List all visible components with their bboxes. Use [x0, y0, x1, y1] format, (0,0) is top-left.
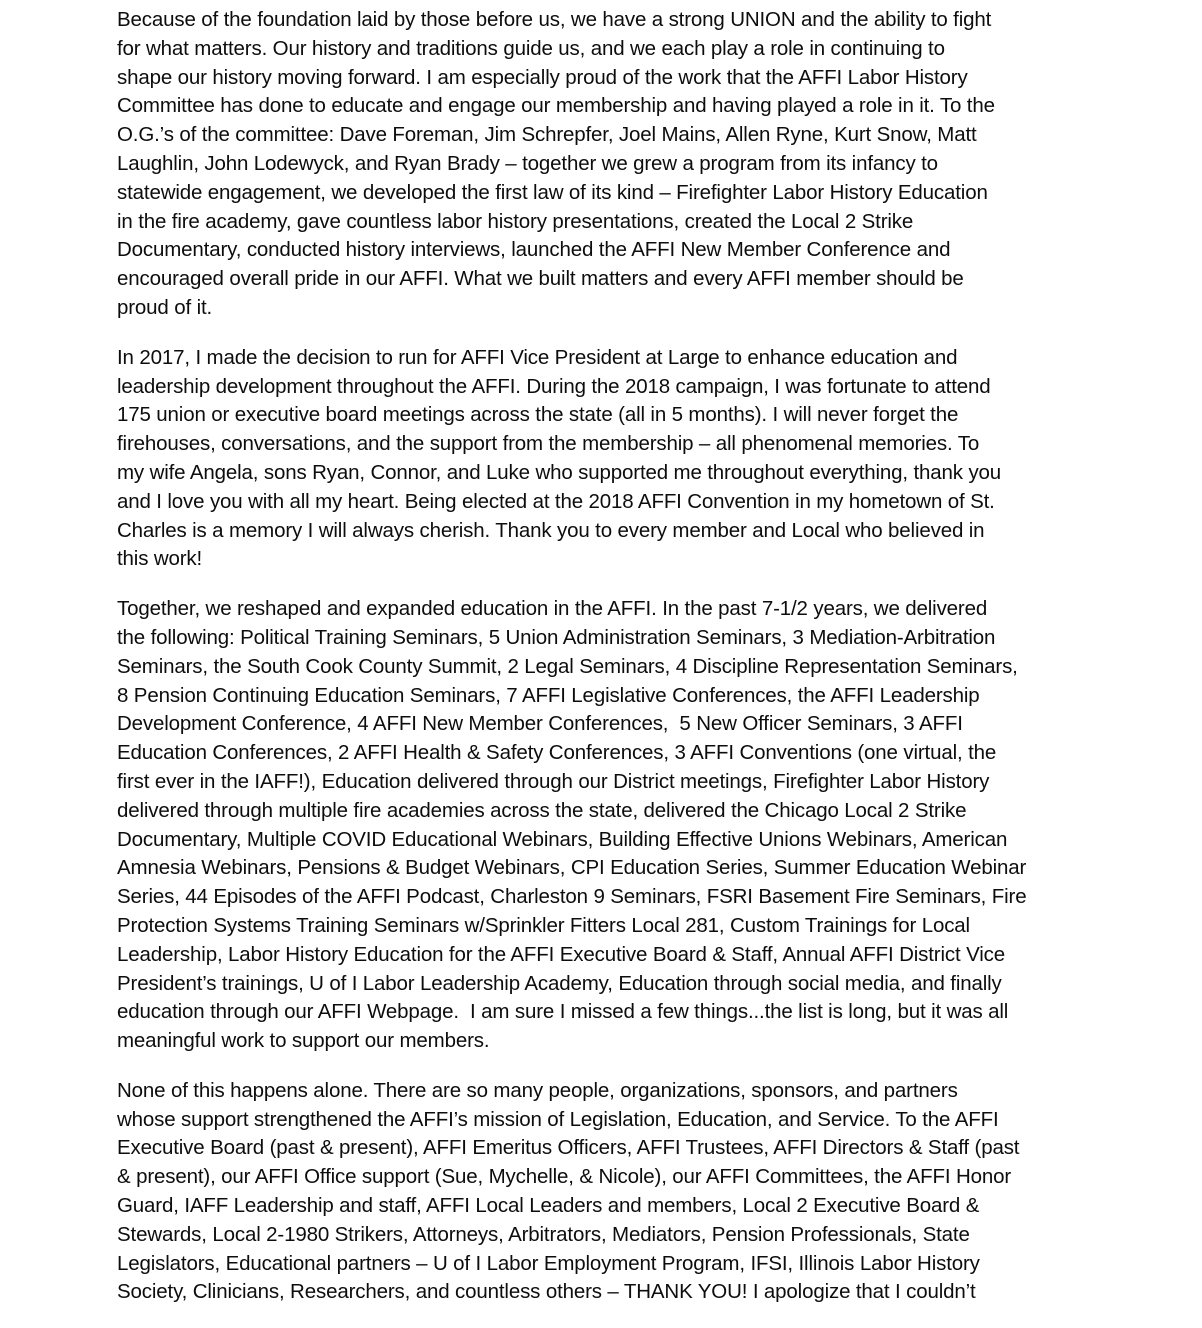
text-line: Seminars, the South Cook County Summit, 2 Legal Seminars, 4 Discipline Representation Seminars,: [117, 654, 1018, 678]
text-line: for what matters. Our history and traditions guide us, and we each play a role in continuing to: [117, 36, 945, 60]
text-line: Together, we reshaped and expanded education in the AFFI. In the past 7-1/2 years, we delivered: [117, 597, 988, 621]
text-line: Protection Systems Training Seminars w/Sprinkler Fitters Local 281, Custom Trainings for Local: [117, 913, 970, 937]
text-line: Executive Board (past & present), AFFI Emeritus Officers, AFFI Trustees, AFFI Directors & Staff (past: [117, 1136, 1020, 1160]
text-line: firehouses, conversations, and the support from the membership – all phenomenal memories. To: [117, 432, 980, 456]
document-text: [117, 6, 1097, 1328]
text-line: Charles is a memory I will always cherish. Thank you to every member and Local who believed in: [117, 518, 985, 542]
text-line: Documentary, Multiple COVID Educational Webinars, Building Effective Unions Webinars, American: [117, 827, 1008, 851]
text-line: Stewards, Local 2-1980 Strikers, Attorneys, Arbitrators, Mediators, Pension Professionals, State: [117, 1222, 970, 1246]
text-line: leadership development throughout the AFFI. During the 2018 campaign, I was fortunate to attend: [117, 374, 991, 398]
paragraph: [117, 344, 1097, 574]
text-line: this work!: [117, 547, 203, 571]
text-line: President’s trainings, U of I Labor Leadership Academy, Education through social media, and finally: [117, 971, 1002, 995]
text-line: Because of the foundation laid by those before us, we have a strong UNION and the ability to fight: [117, 8, 992, 31]
text-line: Development Conference, 4 AFFI New Member Conferences, 5 New Officer Seminars, 3 AFFI: [117, 712, 963, 736]
text-line: Committee has done to educate and engage our membership and having played a role in it. To the: [117, 94, 995, 118]
text-line: delivered through multiple fire academies across the state, delivered the Chicago Local 2 Strike: [117, 798, 967, 822]
paragraph: [117, 595, 1097, 1056]
text-line: encouraged overall pride in our AFFI. What we built matters and every AFFI member should be: [117, 267, 964, 291]
text-line: None of this happens alone. There are so many people, organizations, sponsors, and partners: [117, 1078, 958, 1102]
text-line: shape our history moving forward. I am especially proud of the work that the AFFI Labor History: [117, 65, 968, 89]
text-line: & present), our AFFI Office support (Sue, Mychelle, & Nicole), our AFFI Committees, the AFFI Honor: [117, 1165, 1012, 1189]
text-line: whose support strengthened the AFFI’s mission of Legislation, Education, and Service. To the AFFI: [117, 1107, 999, 1131]
text-line: Leadership, Labor History Education for the AFFI Executive Board & Staff, Annual AFFI District Vice: [117, 942, 1005, 966]
text-line: 175 union or executive board meetings across the state (all in 5 months). I will never forget the: [117, 403, 959, 427]
text-line: Documentary, conducted history interviews, launched the AFFI New Member Conference and: [117, 238, 951, 262]
text-line: Society, Clinicians, Researchers, and countless others – THANK YOU! I apologize that I couldn’t: [117, 1280, 976, 1304]
text-line: In 2017, I made the decision to run for AFFI Vice President at Large to enhance education and: [117, 345, 958, 369]
paragraph: [117, 1077, 1097, 1307]
text-line: Amnesia Webinars, Pensions & Budget Webinars, CPI Education Series, Summer Education Webinar: [117, 856, 1027, 880]
text-line: Guard, IAFF Leadership and staff, AFFI Local Leaders and members, Local 2 Executive Board &: [117, 1194, 980, 1218]
text-line: in the fire academy, gave countless labor history presentations, created the Local 2 Strike: [117, 209, 914, 233]
text-line: education through our AFFI Webpage. I am sure I missed a few things...the list is long, but it was all: [117, 1000, 1009, 1024]
text-line: the following: Political Training Seminars, 5 Union Administration Seminars, 3 Mediation-Arbitration: [117, 625, 996, 649]
text-line: 8 Pension Continuing Education Seminars, 7 AFFI Legislative Conferences, the AFFI Leadership: [117, 683, 980, 707]
text-line: meaningful work to support our members.: [117, 1029, 490, 1053]
paragraph: [117, 6, 1097, 323]
text-line: Education Conferences, 2 AFFI Health & Safety Conferences, 3 AFFI Conventions (one virtual, the: [117, 741, 997, 765]
text-line: first ever in the IAFF!), Education delivered through our District meetings, Firefighter Labor History: [117, 769, 990, 793]
text-line: proud of it.: [117, 295, 213, 319]
text-line: and I love you with all my heart. Being elected at the 2018 AFFI Convention in my hometown of St.: [117, 489, 995, 513]
text-line: Laughlin, John Lodewyck, and Ryan Brady – together we grew a program from its infancy to: [117, 151, 938, 175]
text-line: Legislators, Educational partners – U of I Labor Employment Program, IFSI, Illinois Labor History: [117, 1251, 980, 1275]
text-line: statewide engagement, we developed the first law of its kind – Firefighter Labor History Education: [117, 180, 988, 204]
text-line: O.G.’s of the committee: Dave Foreman, Jim Schrepfer, Joel Mains, Allen Ryne, Kurt Snow, Matt: [117, 123, 977, 147]
text-line: Series, 44 Episodes of the AFFI Podcast, Charleston 9 Seminars, FSRI Basement Fire Seminars, Fire: [117, 885, 1027, 909]
text-line: my wife Angela, sons Ryan, Connor, and Luke who supported me throughout everything, thank you: [117, 460, 1002, 484]
